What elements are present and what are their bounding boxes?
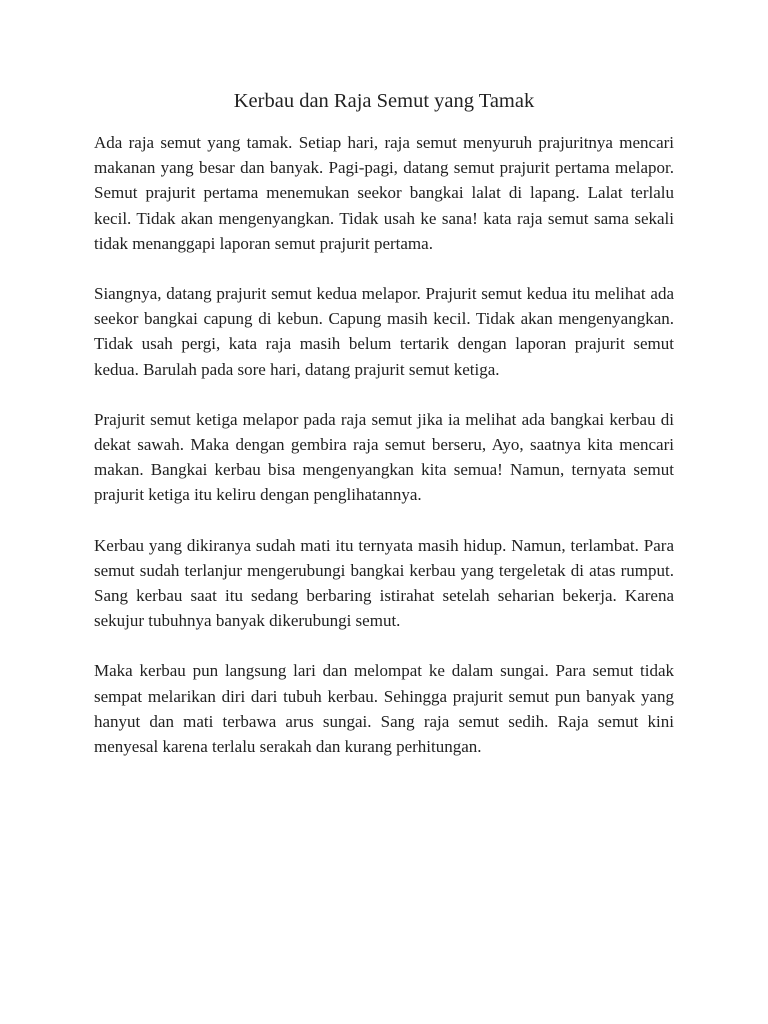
paragraph-2: Siangnya, datang prajurit semut kedua melapor. Prajurit semut kedua itu melihat ada seekor bangkai capung di kebun. Capung masih kecil. Tidak akan mengenyangkan. Tidak usah pergi, kata raja masih belum tertarik dengan laporan prajurit semut kedua. Barulah pada sore hari, datang prajurit semut ketiga. [94, 284, 674, 379]
document-body [94, 130, 674, 784]
document-title: Kerbau dan Raja Semut yang Tamak [233, 90, 535, 112]
paragraph-5: Maka kerbau pun langsung lari dan melompat ke dalam sungai. Para semut tidak sempat melarikan diri dari tubuh kerbau. Sehingga prajurit semut pun banyak yang hanyut dan mati terbawa arus sungai. Sang raja semut sedih. Raja semut kini menyesal karena terlalu serakah dan kurang perhitungan. [94, 661, 674, 757]
paragraph-3: Prajurit semut ketiga melapor pada raja semut jika ia melihat ada bangkai kerbau di dekat sawah. Maka dengan gembira raja semut berseru, Ayo, saatnya kita mencari makan. Bangkai kerbau bisa mengenyangkan kita semua! Namun, ternyata semut prajurit ketiga itu keliru dengan penglihatannya. [94, 409, 674, 505]
paragraph-4: Kerbau yang dikiranya sudah mati itu ternyata masih hidup. Namun, terlambat. Para semut sudah terlanjur mengerubungi bangkai kerbau yang tergeletak di atas rumput. Sang kerbau saat itu sedang berbaring istirahat setelah seharian bekerja. Karena sekujur tubuhnya banyak dikerubungi semut. [94, 535, 674, 631]
paragraph-1: Ada raja semut yang tamak. Setiap hari, raja semut menyuruh prajuritnya mencari makanan yang besar dan banyak. Pagi-pagi, datang semut prajurit pertama melapor. Semut prajurit pertama menemukan seekor bangkai lalat di lapang. Lalat terlalu kecil. Tidak akan mengenyangkan. Tidak usah ke sana! kata raja semut sama sekali tidak menanggapi laporan semut prajurit pertama. [94, 133, 674, 253]
